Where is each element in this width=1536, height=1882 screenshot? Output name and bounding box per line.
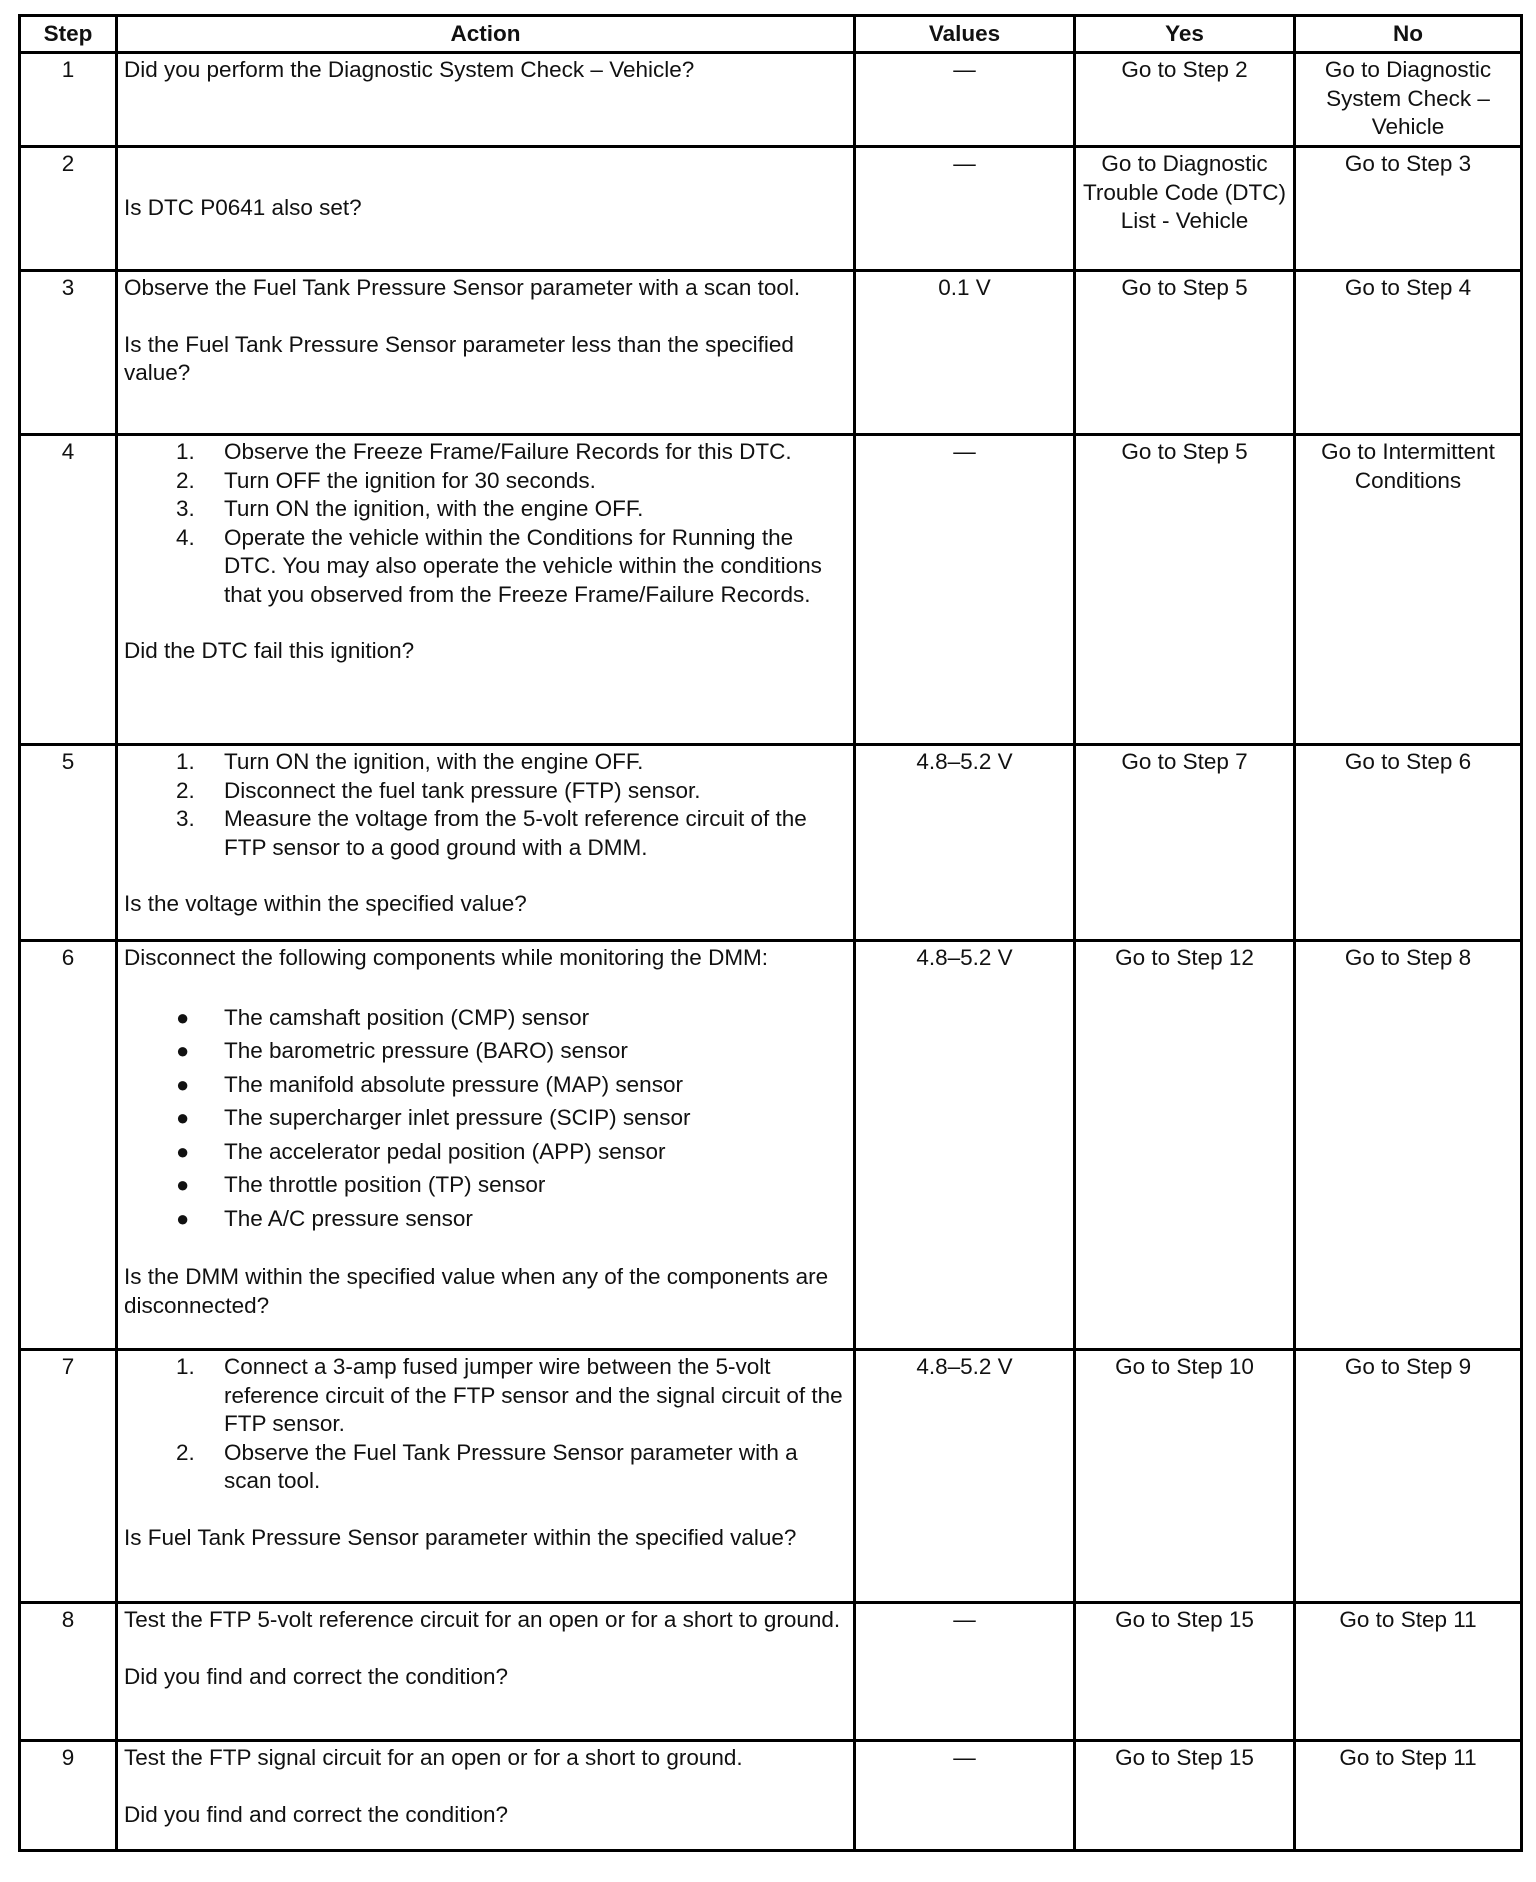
yes-cell: Go to Step 15 — [1075, 1741, 1295, 1851]
step-number: 6 — [20, 941, 117, 1350]
list-item — [124, 1101, 847, 1135]
list-item — [124, 1202, 847, 1236]
list-number: 1. — [176, 749, 195, 774]
table-row — [20, 147, 1522, 271]
list-item — [124, 1168, 847, 1202]
table-row — [20, 53, 1522, 147]
step-number: 1 — [20, 53, 117, 147]
no-cell: Go to Step 9 — [1295, 1350, 1522, 1603]
step-number: 9 — [20, 1741, 117, 1851]
list-item — [124, 495, 847, 524]
action-cell — [117, 53, 855, 147]
no-cell: Go to Diagnostic System Check – Vehicle — [1295, 53, 1522, 147]
step-number: 8 — [20, 1603, 117, 1741]
no-cell: Go to Step 4 — [1295, 271, 1522, 435]
list-item — [124, 1439, 847, 1496]
bullet-icon: ● — [176, 1138, 190, 1164]
list-item-text: The barometric pressure (BARO) sensor — [224, 1038, 628, 1063]
action-cell — [117, 1603, 855, 1741]
table-row — [20, 1741, 1522, 1851]
diagnostic-table-sheet — [18, 14, 1520, 1852]
action-cell — [117, 435, 855, 745]
step-number: 3 — [20, 271, 117, 435]
list-item-text: Connect a 3-amp fused jumper wire between the 5-volt reference circuit of the FTP sensor and the signal circuit of the FTP sensor. — [224, 1354, 843, 1436]
table-row — [20, 1603, 1522, 1741]
list-item — [124, 777, 847, 806]
bullet-icon: ● — [176, 1071, 190, 1097]
list-item-text: The throttle position (TP) sensor — [224, 1172, 546, 1197]
header-no: No — [1295, 16, 1522, 53]
bullet-icon: ● — [176, 1004, 190, 1030]
list-item-text: Observe the Freeze Frame/Failure Records for this DTC. — [224, 439, 792, 464]
component-bullet-list — [124, 1001, 847, 1236]
action-step-list — [124, 438, 847, 609]
action-step-list — [124, 1353, 847, 1496]
list-item — [124, 1068, 847, 1102]
table-row — [20, 1350, 1522, 1603]
step-number: 2 — [20, 147, 117, 271]
list-item-text: Operate the vehicle within the Conditions for Running the DTC. You may also operate the vehicle within the conditions that you observed from the Freeze Frame/Failure Records. — [224, 524, 822, 607]
header-action: Action — [117, 16, 855, 53]
list-number: 2. — [176, 777, 195, 803]
step-number: 4 — [20, 435, 117, 745]
list-number: 2. — [176, 467, 195, 493]
yes-cell: Go to Step 12 — [1075, 941, 1295, 1350]
list-item-text: Observe the Fuel Tank Pressure Sensor parameter with a scan tool. — [224, 1439, 798, 1493]
no-cell: Go to Step 11 — [1295, 1741, 1522, 1851]
list-item — [124, 524, 847, 610]
bullet-icon: ● — [176, 1172, 190, 1197]
value-cell: — — [855, 1741, 1075, 1851]
value-cell: 0.1 V — [855, 271, 1075, 435]
step-number: 7 — [20, 1350, 117, 1603]
list-item — [124, 438, 847, 467]
list-item — [124, 1001, 847, 1035]
action-question: Is the Fuel Tank Pressure Sensor parameter less than the specified value? — [124, 331, 794, 385]
action-question: Did you perform the Diagnostic System Check – Vehicle? — [124, 57, 695, 82]
table-row — [20, 941, 1522, 1350]
value-cell: 4.8–5.2 V — [855, 745, 1075, 941]
action-question: Is Fuel Tank Pressure Sensor parameter within the specified value? — [124, 1524, 797, 1550]
list-item-text: The supercharger inlet pressure (SCIP) sensor — [224, 1105, 691, 1130]
bullet-icon: ● — [176, 1205, 190, 1231]
list-number: 3. — [176, 496, 195, 521]
value-cell: — — [855, 435, 1075, 745]
yes-cell: Go to Step 5 — [1075, 271, 1295, 435]
list-item-text: The manifold absolute pressure (MAP) sensor — [224, 1071, 683, 1097]
list-item-text: Measure the voltage from the 5-volt reference circuit of the FTP sensor to a good ground with a DMM. — [224, 806, 807, 860]
list-number: 3. — [176, 806, 195, 831]
list-number: 1. — [176, 1354, 195, 1379]
header-yes: Yes — [1075, 16, 1295, 53]
table-row — [20, 435, 1522, 745]
value-cell: 4.8–5.2 V — [855, 941, 1075, 1350]
list-item — [124, 805, 847, 862]
value-cell: 4.8–5.2 V — [855, 1350, 1075, 1603]
action-question: Did you find and correct the condition? — [124, 1801, 508, 1827]
list-item — [124, 1353, 847, 1439]
table-row — [20, 745, 1522, 941]
yes-cell: Go to Step 10 — [1075, 1350, 1295, 1603]
step-number: 5 — [20, 745, 117, 941]
action-cell — [117, 941, 855, 1350]
list-item-text: Turn ON the ignition, with the engine OFF. — [224, 749, 644, 774]
header-values: Values — [855, 16, 1075, 53]
action-cell — [117, 147, 855, 271]
action-intro: Observe the Fuel Tank Pressure Sensor parameter with a scan tool. — [124, 275, 801, 300]
yes-cell: Go to Step 15 — [1075, 1603, 1295, 1741]
value-cell: — — [855, 53, 1075, 147]
list-item-text: The camshaft position (CMP) sensor — [224, 1004, 590, 1030]
value-cell: — — [855, 1603, 1075, 1741]
list-item-text: The accelerator pedal position (APP) sensor — [224, 1138, 666, 1164]
bullet-icon: ● — [176, 1105, 190, 1130]
list-item — [124, 467, 847, 496]
action-question: Is DTC P0641 also set? — [124, 195, 362, 221]
header-step: Step — [20, 16, 117, 53]
action-question: Is the voltage within the specified value? — [124, 891, 527, 916]
no-cell: Go to Step 6 — [1295, 745, 1522, 941]
yes-cell: Go to Diagnostic Trouble Code (DTC) List - Vehicle — [1075, 147, 1295, 271]
no-cell: Go to Step 3 — [1295, 147, 1522, 271]
list-item — [124, 748, 847, 777]
list-item — [124, 1034, 847, 1068]
yes-cell: Go to Step 5 — [1075, 435, 1295, 745]
action-cell — [117, 745, 855, 941]
list-item-text: Turn OFF the ignition for 30 seconds. — [224, 467, 596, 493]
value-cell: — — [855, 147, 1075, 271]
action-intro: Test the FTP 5-volt reference circuit for an open or for a short to ground. — [124, 1607, 841, 1632]
action-question: Did you find and correct the condition? — [124, 1663, 508, 1689]
list-number: 4. — [176, 524, 195, 550]
action-question: Did the DTC fail this ignition? — [124, 638, 415, 663]
action-cell — [117, 1741, 855, 1851]
no-cell: Go to Step 11 — [1295, 1603, 1522, 1741]
action-intro: Disconnect the following components while monitoring the DMM: — [124, 945, 769, 970]
list-item-text: Turn ON the ignition, with the engine OFF. — [224, 496, 644, 521]
action-step-list — [124, 748, 847, 862]
action-cell — [117, 1350, 855, 1603]
yes-cell: Go to Step 7 — [1075, 745, 1295, 941]
list-item — [124, 1135, 847, 1169]
action-cell — [117, 271, 855, 435]
diagnostic-table — [18, 14, 1523, 1852]
action-question: Is the DMM within the specified value when any of the components are disconnected? — [124, 1264, 829, 1318]
table-row — [20, 271, 1522, 435]
action-intro: Test the FTP signal circuit for an open or for a short to ground. — [124, 1745, 743, 1770]
table-header-row — [20, 16, 1522, 53]
yes-cell: Go to Step 2 — [1075, 53, 1295, 147]
list-item-text: The A/C pressure sensor — [224, 1205, 473, 1231]
bullet-icon: ● — [176, 1038, 190, 1063]
no-cell: Go to Intermittent Conditions — [1295, 435, 1522, 745]
no-cell: Go to Step 8 — [1295, 941, 1522, 1350]
list-number: 1. — [176, 439, 195, 464]
list-number: 2. — [176, 1439, 195, 1465]
list-item-text: Disconnect the fuel tank pressure (FTP) sensor. — [224, 777, 701, 803]
